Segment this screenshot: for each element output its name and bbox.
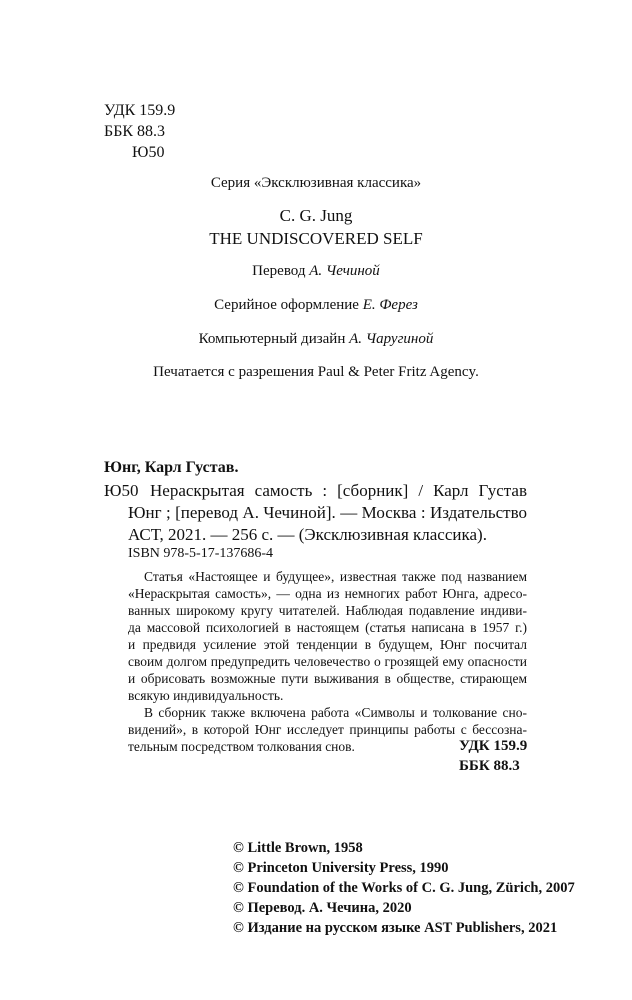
annotation-line: тельным посредством толкования снов. bbox=[128, 739, 355, 754]
copyright-line: © Foundation of the Works of C. G. Jung, Zürich, 2007 bbox=[233, 880, 575, 896]
copyright-line: © Little Brown, 1958 bbox=[233, 840, 363, 856]
bib-line-1: Нераскрытая самость : [сборник] / Карл Густав bbox=[150, 481, 527, 500]
copyright-line: © Издание на русском языке AST Publishers, 2021 bbox=[233, 920, 558, 936]
computer-designer-name: А. Чаругиной bbox=[349, 331, 434, 347]
bib-author-mark: Ю50 bbox=[104, 481, 139, 500]
author-mark: Ю50 bbox=[132, 144, 165, 161]
design-label: Серийное оформление bbox=[214, 297, 359, 313]
series-line: Серия «Эксклюзивная классика» bbox=[210, 175, 422, 191]
classification-codes-bottom bbox=[459, 736, 527, 776]
translation-credit bbox=[0, 263, 632, 280]
copyright-line: © Перевод. А. Чечина, 2020 bbox=[233, 900, 412, 916]
original-title: THE UNDISCOVERED SELF bbox=[209, 229, 423, 248]
annotation-line: ванных широкому кругу читателей. Наблюдая подавление индиви- bbox=[128, 603, 527, 618]
bbk-code-bottom: ББК 88.3 bbox=[459, 758, 520, 774]
translator-name: А. Чечиной bbox=[309, 263, 380, 279]
bbk-code: ББК 88.3 bbox=[104, 123, 166, 140]
udk-code-bottom: УДК 159.9 bbox=[459, 738, 528, 754]
computer-design-label: Компьютерный дизайн bbox=[198, 331, 346, 347]
designer-name: Е. Ферез bbox=[362, 297, 418, 313]
bib-line-2: Юнг ; [перевод А. Чечиной]. — Москва : Издательство bbox=[128, 503, 527, 522]
translation-label: Перевод bbox=[252, 263, 306, 279]
copyright-block bbox=[233, 838, 575, 938]
bib-record bbox=[104, 480, 527, 546]
isbn: ISBN 978-5-17-137686-4 bbox=[128, 546, 274, 561]
annotation-line: да массовой психологией в настоящем (статья написана в 1957 г.) bbox=[128, 620, 527, 635]
original-author: C. G. Jung bbox=[279, 206, 353, 225]
annotation-line: своим долгом предупредить человечество о грозящей ему опасности bbox=[128, 654, 527, 669]
classification-codes bbox=[104, 100, 175, 163]
annotation-line: В сборник также включена работа «Символы и толкование сно- bbox=[144, 705, 527, 720]
design-credit bbox=[0, 297, 632, 314]
annotation-line: всякую индивидуальность. bbox=[128, 688, 284, 703]
udk-code: УДК 159.9 bbox=[104, 102, 176, 119]
permission-line: Печатается с разрешения Paul & Peter Fritz Agency. bbox=[153, 364, 479, 380]
annotation-line: видений», в которой Юнг исследует принципы работы с бессозна- bbox=[128, 722, 527, 737]
copyright-line: © Princeton University Press, 1990 bbox=[233, 860, 449, 876]
annotation-line: «Нераскрытая самость», — одна из немногих работ Юнга, адресо- bbox=[128, 586, 527, 601]
bib-author: Юнг, Карл Густав. bbox=[104, 459, 239, 476]
annotation-line: и предвидя усиление этой тенденции в будущем, Юнг посчитал bbox=[128, 637, 527, 652]
bib-line-3: АСТ, 2021. — 256 с. — (Эксклюзивная классика). bbox=[128, 525, 487, 544]
computer-design-credit bbox=[0, 331, 632, 348]
annotation-line: Статья «Настоящее и будущее», известная также под названием bbox=[144, 569, 527, 584]
annotation bbox=[128, 568, 527, 755]
annotation-line: и обрисовать возможные пути выживания в обществе, стирающем bbox=[128, 671, 527, 686]
